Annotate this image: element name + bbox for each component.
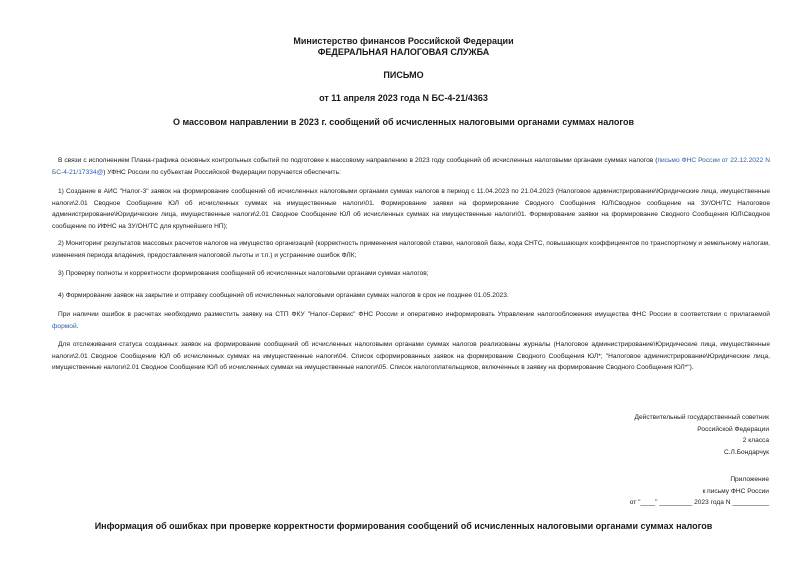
appendix-date-number: от "____" _________ 2023 года N __________ xyxy=(629,499,769,506)
signature-title-line2: Российской Федерации xyxy=(697,425,769,433)
list-item: 4) Формирование заявок на закрытие и отправку сообщений об исчисленных налоговыми органами суммах налогов в срок не позднее 01.05.2023. xyxy=(58,292,509,299)
signature-title-line1: Действительный государственный советник xyxy=(634,414,769,421)
intro-text-after: ) УФНС России по субъектам Российской Федерации поручается обеспечить: xyxy=(103,168,341,176)
tracking-paragraph: Для отслеживания статуса созданных заявок на формирование сообщений об исчисленных налоговыми органами суммах налогов реализованы журналы (Налоговое администрирование\Юридические лица, имущественные налоги\2.01 Сводное Сообщение ЮЛ об исчисленных суммах на имущественные налоги\04. Список сформированных заявок на формирование Сводного Сообщения ЮЛ*; "Налоговое администрирование\Юридические лица, имущественные налоги\2.01 Сводное Сообщение ЮЛ об исчисленных суммах на имущественные налоги\05. Список налогоплательщиков, включенных в заявку на формирование Сводного Сообщения ЮЛ*"). xyxy=(52,341,770,371)
service-name: ФЕДЕРАЛЬНАЯ НАЛОГОВАЯ СЛУЖБА xyxy=(317,47,490,57)
ministry-name: Министерство финансов Российской Федерации xyxy=(293,36,514,46)
errors-text-before: При наличии ошибок в расчетах необходимо разместить заявку на СТП ФКУ "Налог-Сервис" ФНС России и оперативно информировать Управление налогообложения имущества ФНС России в соответствии с прилагаемой xyxy=(58,311,770,318)
appendix-reference: к письму ФНС России xyxy=(702,487,769,495)
appendix-header xyxy=(549,474,769,509)
list-item: 1) Создание в АИС "Налог-3" заявок на формирование сообщений об исчисленных налоговыми органами суммах налогов в период с 11.04.2023 по 21.04.2023 (Налоговое администрирование\Юридические лица, имущественные налоги\2.01 Сводное Сообщение ЮЛ об исчисленных суммах на имущественные налоги\01. Формирование заявки на формирование Сводного Сообщения ЮЛ\Сводное сообщение на ЗУ/ОН/ТС Налоговое администрирование\Юридические лица, имущественные налоги\2.01 Сводное Сообщение ЮЛ об исчисленных суммах на имущественные налоги\01. Формирование заявки на формирование Сводного Сообщения ЮЛ\Сводное сообщение по ИФНС на ЗУ/ОН/ТС для крупнейшего НП); xyxy=(52,188,770,230)
document-date-number: от 11 апреля 2023 года N БС-4-21/4363 xyxy=(319,93,488,103)
form-link[interactable]: формой xyxy=(52,322,77,330)
errors-text-after: . xyxy=(76,322,79,330)
appendix-label: Приложение xyxy=(730,476,769,483)
list-item: 3) Проверку полноты и корректности формирования сообщений об исчисленных налоговыми органами суммах налогов; xyxy=(58,270,429,277)
list-item: 2) Мониторинг результатов массовых расчетов налогов на имущество организаций (корректность применения налоговой ставки, налоговой базы, кода СНТС, повышающих коэффициентов по транспортному и земельному налогам, изменения периода владения, предоставления налоговой льготы и т.п.) и устранение ошибок ФЛК; xyxy=(52,240,770,259)
signature-block xyxy=(549,412,769,458)
errors-paragraph xyxy=(52,309,770,332)
appendix-title: Информация об ошибках при проверке корректности формирования сообщений об исчисленных налоговыми органами суммах налогов xyxy=(94,521,713,531)
intro-paragraph xyxy=(52,155,770,178)
intro-text-before: В связи с исполнением Плана-графика основных контрольных событий по подготовке к массовому направлению в 2023 году сообщений об исчисленных налоговыми органами суммах налогов ( xyxy=(58,157,658,164)
document-subject: О массовом направлении в 2023 г. сообщений об исчисленных налоговыми органами суммах налогов xyxy=(172,117,635,127)
intro-reference-link[interactable]: письмо ФНС России от 22.12.2022 N БС-4-21/17334@ xyxy=(52,157,770,176)
document-type: ПИСЬМО xyxy=(383,70,424,80)
signatory-name: С.Л.Бондарчук xyxy=(723,448,769,456)
signature-title-line3: 2 класса xyxy=(742,437,769,444)
